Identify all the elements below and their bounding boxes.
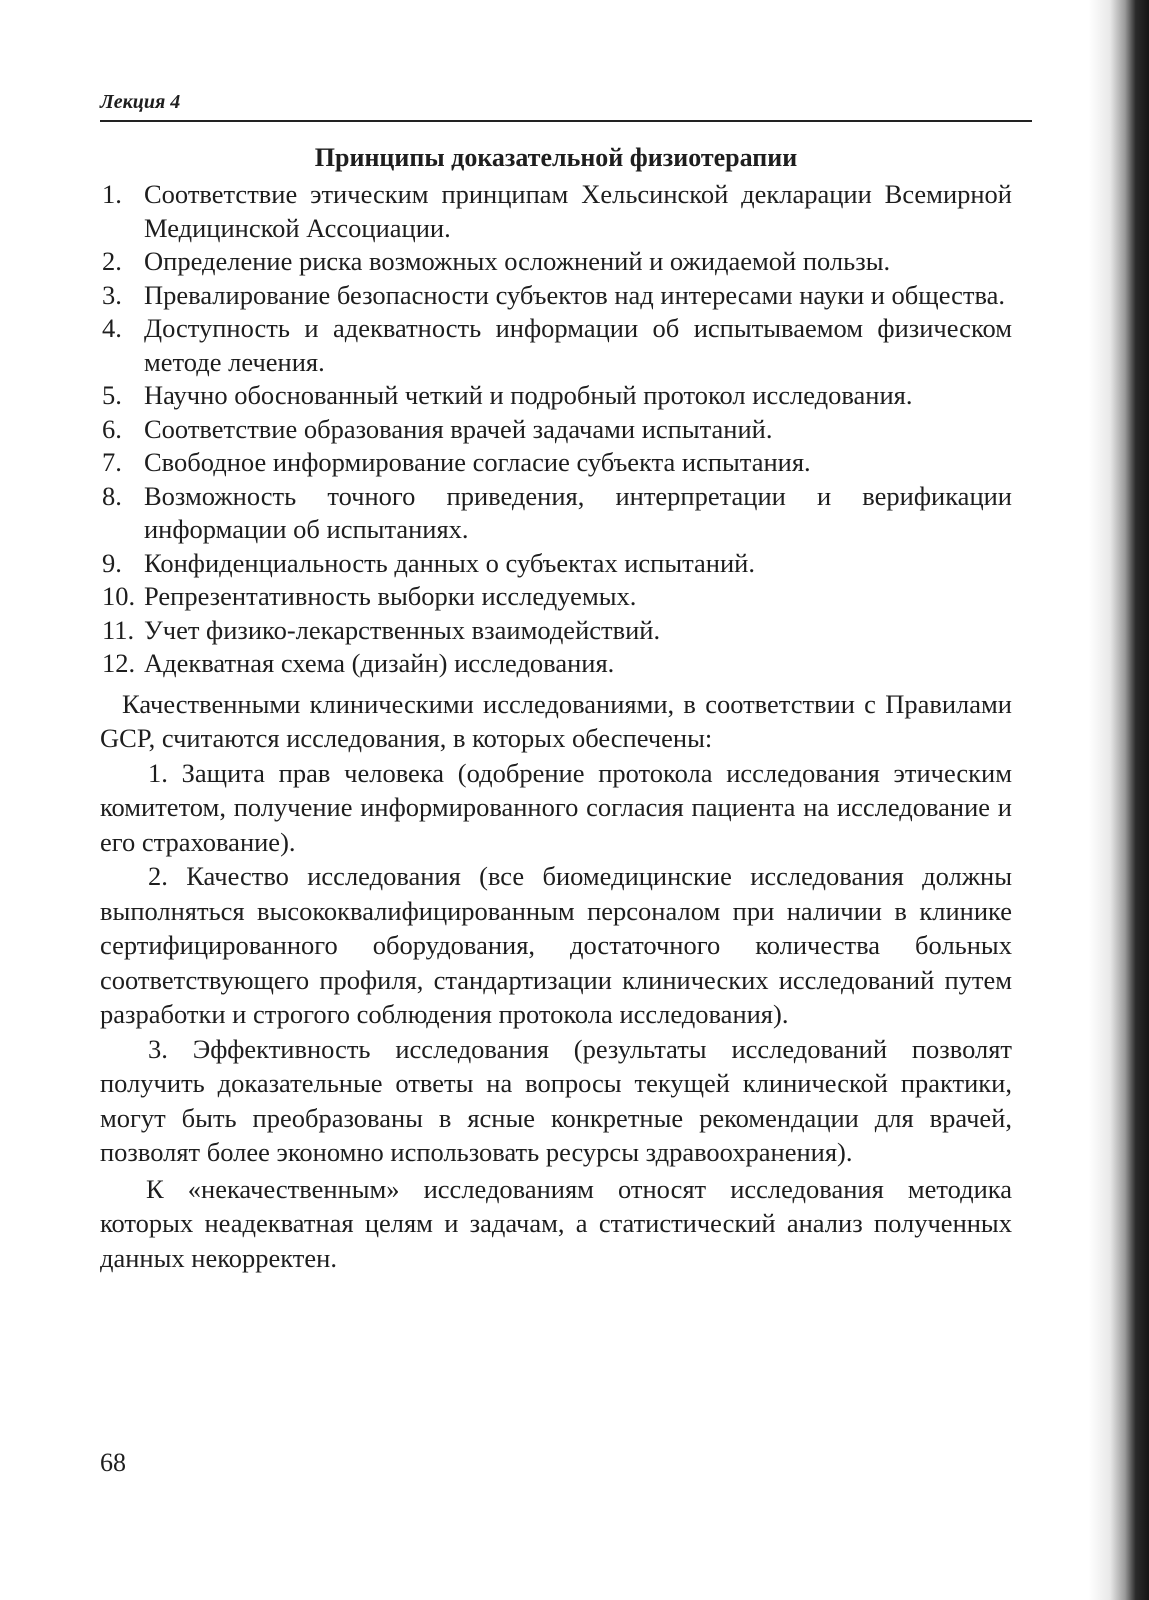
list-item — [100, 446, 1012, 480]
item-number: 7. — [102, 447, 122, 477]
item-number: 2. — [102, 246, 122, 276]
section-title: Принципы доказательной физиотерапии — [314, 143, 798, 172]
list-item — [100, 312, 1012, 379]
item-number: 6. — [102, 413, 122, 444]
list-item — [100, 178, 1012, 245]
quality-item-rights: 1. Защита прав человека (одобрение протокола исследования этическим комитетом, получение информированного согласия пациента на исследование и его страхование). — [100, 757, 1012, 857]
list-item — [100, 279, 1012, 313]
item-text: Соответствие этическим принципам Хельсинской декларации Всемирной Медицинской Ассоциации. — [144, 179, 1012, 243]
item-number: 11. — [102, 614, 135, 645]
list-item — [100, 413, 1012, 447]
item-text: Свободное информирование согласие субъекта испытания. — [144, 447, 811, 477]
running-header — [100, 88, 1032, 122]
item-number: 8. — [102, 480, 122, 511]
item-number: 5. — [102, 380, 122, 410]
page-binding-shadow — [1089, 0, 1149, 1600]
item-number: 3. — [102, 279, 122, 310]
quality-item-effectiveness: 3. Эффективность исследования (результаты исследований позволят получить доказательные ответы на вопросы текущей клинической практики, могут быть преобразованы в ясные конкретные рекомендации для врачей, позволят более экономно использовать ресурсы здравоохранения). — [100, 1033, 1012, 1167]
lecture-label: Лекция 4 — [100, 91, 181, 113]
list-item — [100, 245, 1012, 279]
quality-item-quality: 2. Качество исследования (все биомедицинские исследования должны выполняться высококвалифицированным персоналом при наличии в клинике сертифицированного оборудования, достаточного количества больных соответствующего профиля, стандартизации клинических исследований путем разработки и строгого соблюдения протокола исследования). — [100, 861, 1012, 1029]
item-text: Соответствие образования врачей задачами испытаний. — [144, 413, 773, 444]
closing-paragraph: К «некачественным» исследованиям относят исследования методика которых неадекватная целям и задачам, а статистический анализ полученных данных некорректен. — [100, 1173, 1012, 1273]
page-content — [100, 140, 1012, 1275]
item-text: Адекватная схема (дизайн) исследования. — [144, 648, 615, 678]
page-number: 68 — [100, 1448, 126, 1477]
item-number: 12. — [102, 648, 136, 678]
list-item — [100, 580, 1012, 614]
intro-paragraph: Качественными клиническими исследованиями, в соответствии с Правилами GCP, считаются исследования, в которых обеспечены: — [100, 688, 1012, 753]
item-text: Возможность точного приведения, интерпретации и верификации информации об испытаниях. — [144, 480, 1012, 544]
item-text: Превалирование безопасности субъектов над интересами науки и общества. — [144, 279, 1006, 310]
list-item — [100, 480, 1012, 547]
item-number: 1. — [102, 179, 122, 209]
list-item — [100, 647, 1012, 681]
item-text: Репрезентативность выборки исследуемых. — [144, 581, 637, 611]
item-number: 10. — [102, 581, 136, 611]
principles-list — [100, 178, 1012, 681]
item-text: Доступность и адекватность информации об испытываемом физическом методе лечения. — [144, 313, 1012, 377]
item-text: Конфиденциальность данных о субъектах испытаний. — [144, 547, 755, 578]
item-text: Определение риска возможных осложнений и ожидаемой пользы. — [144, 246, 891, 276]
list-item — [100, 379, 1012, 413]
list-item — [100, 614, 1012, 648]
item-number: 9. — [102, 547, 122, 578]
item-text: Научно обоснованный четкий и подробный протокол исследования. — [144, 380, 913, 410]
list-item — [100, 547, 1012, 581]
item-text: Учет физико-лекарственных взаимодействий. — [144, 614, 661, 645]
item-number: 4. — [102, 313, 122, 343]
